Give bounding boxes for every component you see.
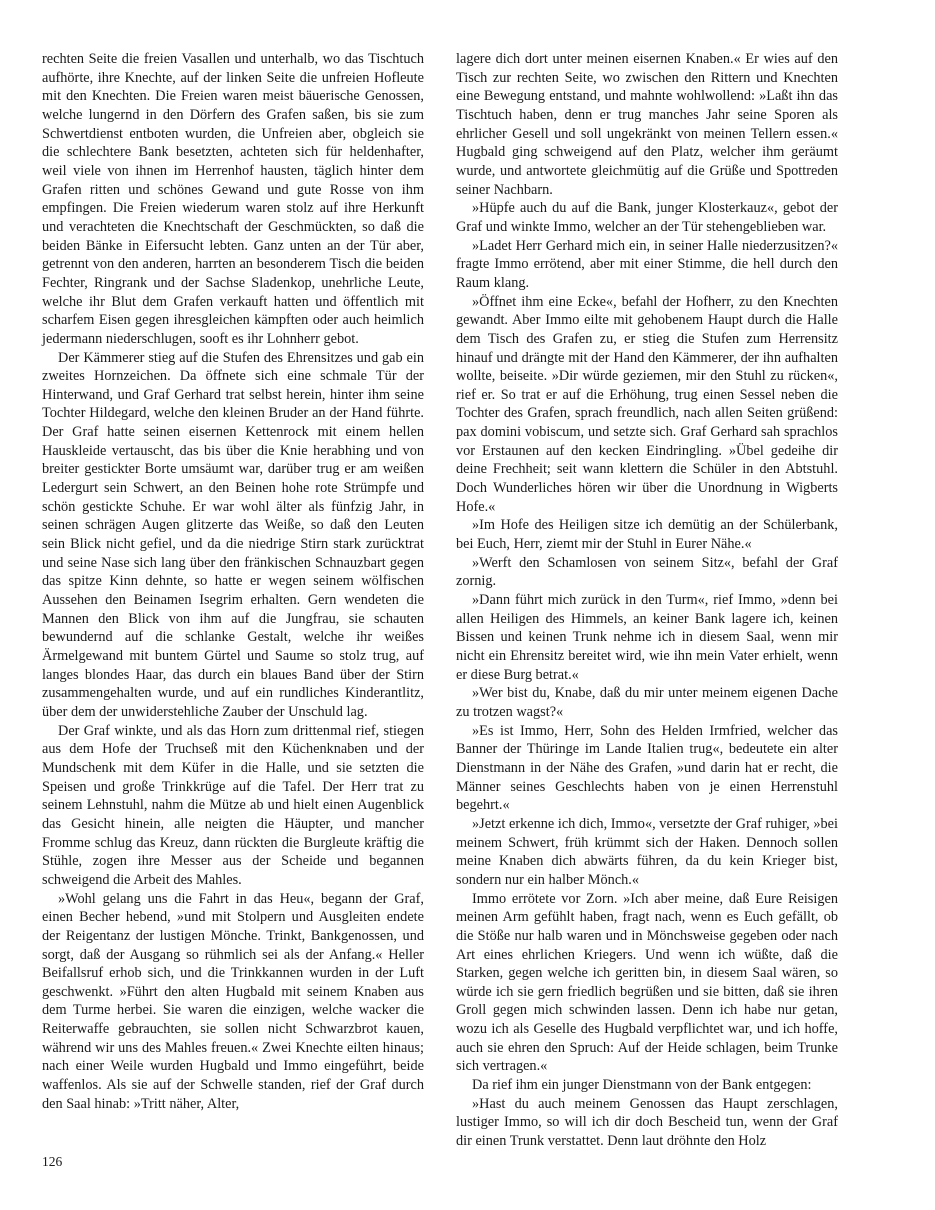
paragraph: »Dann führt mich zurück in den Turm«, rief Immo, »denn bei allen Heiligen des Himmels, an keiner Bank lagere ich, keinen Bissen und keinen Trunk nehme ich in diesem Saal, wenn mir nicht ein Ehrensitz bereitet wird, wie ihn mein Vater erhielt, wenn er diese Burg betrat.« — [456, 592, 838, 683]
paragraph: Immo errötete vor Zorn. »Ich aber meine, daß Eure Reisigen meinen Arm gefühlt haben, fragt nach, wenn es Euch gefällt, ob die Stöße nur halb waren und in Mönchsweise gegeben oder nach Art eines ehrlichen Kriegers. Und wenn ich wüßte, daß die Starken, gegen welche ich geritten bin, in diesem Saal wären, so würde ich sie gern friedlich begrüßen und sie bitten, daß sie ihren Groll gegen mich schwinden lassen. Denn ich habe nur getan, wozu ich als Geselle des Hugbald verpflichtet war, und ich hoffe, auch sie ehren den Spruch: Auf der Heide schlagen, beim Trunke sich vertragen.« — [456, 890, 838, 1075]
paragraph: rechten Seite die freien Vasallen und unterhalb, wo das Tischtuch aufhörte, ihre Knechte, auf der linken Seite die unfreien Hofleute mit den Knechten. Die Freien waren meist bäuerische Genossen, welche lungernd in den Dörfern des Grafen saßen, bis sie zum Schwertdienst entboten wurden, die Unfreien aber, obgleich sie die schlechtere Bank besetzten, achteten sich für heldenhafter, weil viele von ihnen im Herrenhof hausten, täglich hinter dem Grafen ritten und schönes Gewand und gute Rosse von ihm empfingen. Die Freien wiederum waren stolz auf ihre Herkunft und verachteten die Knechtschaft der Geschmückten, so daß die beiden Bänke in Eifersucht lebten. Ganz unten an der Tür aber, getrennt von den anderen, harrten an besonderem Tisch die beiden Fechter, Ringrank und der Sachse Sladenkop, unehrliche Leute, welche ihr Blut dem Grafen verkauft hatten und öffentlich mit scharfem Eisen gegen ihresgleichen kämpften oder auch heimlich jedermann niederschlugen, sooft es ihr Lohnherr gebot. — [42, 51, 424, 347]
right-text-column — [456, 50, 838, 1151]
page-number: 126 — [42, 1154, 63, 1169]
paragraph: »Hast du auch meinem Genossen das Haupt zerschlagen, lustiger Immo, so will ich dir doch Bescheid tun, wenn der Graf dir einen Trunk verstattet. Denn laut dröhnte den Holz — [456, 1095, 838, 1150]
paragraph: Der Graf winkte, und als das Horn zum drittenmal rief, stiegen aus dem Hofe der Truchseß mit den Küchenknaben und der Mundschenk mit dem Küfer in die Halle, und sie setzten die Speisen und große Trinkkrüge auf die Tafel. Der Herr trat zu seinem Lehnstuhl, nahm die Mütze ab und hielt einen Augenblick das Gesicht hinein, alle neigten die Häupter, und mancher Fromme schlug das Kreuz, dann rückten die Burgleute kräftig die Stühle, zogen ihre Messer aus der Scheide und begannen schweigend die Arbeit des Mahles. — [42, 722, 424, 888]
paragraph: »Wohl gelang uns die Fahrt in das Heu«, begann der Graf, einen Becher hebend, »und mit Stolpern und Ausgleiten endete der Reigentanz der lustigen Mönche. Trinkt, Bankgenossen, und sorgt, daß der Ausgang so rühmlich sei als der Anfang.« Heller Beifallsruf erhob sich, und die Trinkkannen wurden in der Luft geschwenkt. »Führt den alten Hugbald mit seinem Knaben aus dem Turme herbei. Sie waren die einzigen, welche wacker die Reiterwaffe gebrauchten, sie sollen nicht Schwarzbrot kauen, während wir uns des Mahles freuen.« Zwei Knechte eilten hinaus; nach einer Weile wurden Hugbald und Immo eingeführt, beide waffenlos. Als sie auf der Schwelle standen, rief der Graf durch den Saal hinab: »Tritt näher, Alter, — [42, 890, 424, 1112]
paragraph: »Wer bist du, Knabe, daß du mir unter meinem eigenen Dache zu trotzen wagst?« — [456, 685, 838, 720]
paragraph: lagere dich dort unter meinen eisernen Knaben.« Er wies auf den Tisch zur rechten Seite, wo zwischen den Rittern und Knechten eine Bewegung entstand, und mahnte wohlwollend: »Laßt ihn das Tischtuch haben, denn er trug manches Jahr seine Sporen als ehrlicher Gesell und soll ungekränkt von meinen Tellern essen.« Hugbald ging schweigend auf den Platz, welcher ihm geräumt wurde, und antwortete gleichmütig auf die Grüße und Spottreden seiner Nachbarn. — [456, 51, 838, 198]
paragraph: »Im Hofe des Heiligen sitze ich demütig an der Schülerbank, bei Euch, Herr, ziemt mir der Stuhl in Eurer Nähe.« — [456, 517, 838, 553]
paragraph: Der Kämmerer stieg auf die Stufen des Ehrensitzes und gab ein zweites Hornzeichen. Da öffnete sich eine schmale Tür der Hinterwand, und Graf Gerhard trat selbst herein, hinter ihm seine Tochter Hildegard, welche den kleinen Bruder an der Hand führte. Der Graf hatte seinen eisernen Kettenrock mit einem hellen Hauskleide vertauscht, das bis über die Knie herabhing und von breiter gestickter Borte umsäumt war, darüber trug er am weißen Ledergurt sein Schwert, an den Beinen hohe rote Strümpfe und schön gestickte Schuhe. Er war wohl älter als fünfzig Jahr, in seinen schrägen Augen glitzerte das Weiße, so daß den Leuten sein Blick nicht gefiel, und da die niedrige Stirn stark zurücktrat und seine Nase sich lang über den fränkischen Schnauzbart gegen das spitze Kinn dehnte, so hatte er wegen seinem wölfischen Aussehen den Beinamen Isegrim erhalten. Gern wendeten die Mannen den Blick von ihm auf die Jungfrau, sie schauten bewundernd auf die schlanke Gestalt, welche ihr weißes Ärmelgewand mit buntem Gürtel und Saume so stolz trug, auf langes blondes Haar, das durch ein blaues Band über der Stirn zusammengehalten wurde, und auf ein rundliches Kinderantlitz, über dem der unwiderstehliche Zauber der Unschuld lag. — [42, 349, 424, 720]
paragraph: Da rief ihm ein junger Dienstmann von der Bank entgegen: — [472, 1077, 812, 1094]
paragraph: »Öffnet ihm eine Ecke«, befahl der Hofherr, zu den Knechten gewandt. Aber Immo eilte mit gehobenem Haupt durch die Halle dem Tisch des Grafen zu, er stieg die Stufen zum Herrensitz hinauf und drängte mit der Hand den Kämmerer, der ihn aufhalten wollte, beiseite. »Dir würde geziemen, mir den Stuhl zu rücken«, rief er. So trat er auf die Erhöhung, trug einen Sessel neben die Tochter des Grafen, sprach freundlich, nach allen Seiten grüßend: pax domini vobiscum, und setzte sich. Graf Gerhard sah sprachlos vor Erstaunen auf den kecken Eindringling. »Übel gedeihe dir deine Frechheit; seit wann klettern die Schüler in den Abtstuhl. Doch Wunderliches hören wir über die Unordnung in Wigberts Hofe.« — [456, 293, 838, 515]
left-text-column — [42, 50, 424, 1113]
paragraph: »Werft den Schamlosen von seinem Sitz«, befahl der Graf zornig. — [456, 554, 838, 590]
paragraph: »Hüpfe auch du auf die Bank, junger Klosterkauz«, gebot der Graf und winkte Immo, welcher an der Tür stehengeblieben war. — [456, 200, 838, 235]
paragraph: »Es ist Immo, Herr, Sohn des Helden Irmfried, welcher das Banner der Thüringe im Lande Italien trug«, bedeutete ein alter Dienstmann in der Nähe des Grafen, »und darin hat er recht, die Männer seines Geschlechts haben von je einen Herrenstuhl begehrt.« — [456, 722, 838, 814]
paragraph: »Jetzt erkenne ich dich, Immo«, versetzte der Graf ruhiger, »bei meinem Schwert, früh krümmt sich der Haken. Dennoch sollen meine Knaben dich abwärts führen, da du kein Krieger bist, sondern nur ein halber Mönch.« — [456, 815, 838, 888]
paragraph: »Ladet Herr Gerhard mich ein, in seiner Halle niederzusitzen?« fragte Immo errötend, aber mit einer Stimme, die hell durch den Raum klang. — [456, 237, 838, 291]
